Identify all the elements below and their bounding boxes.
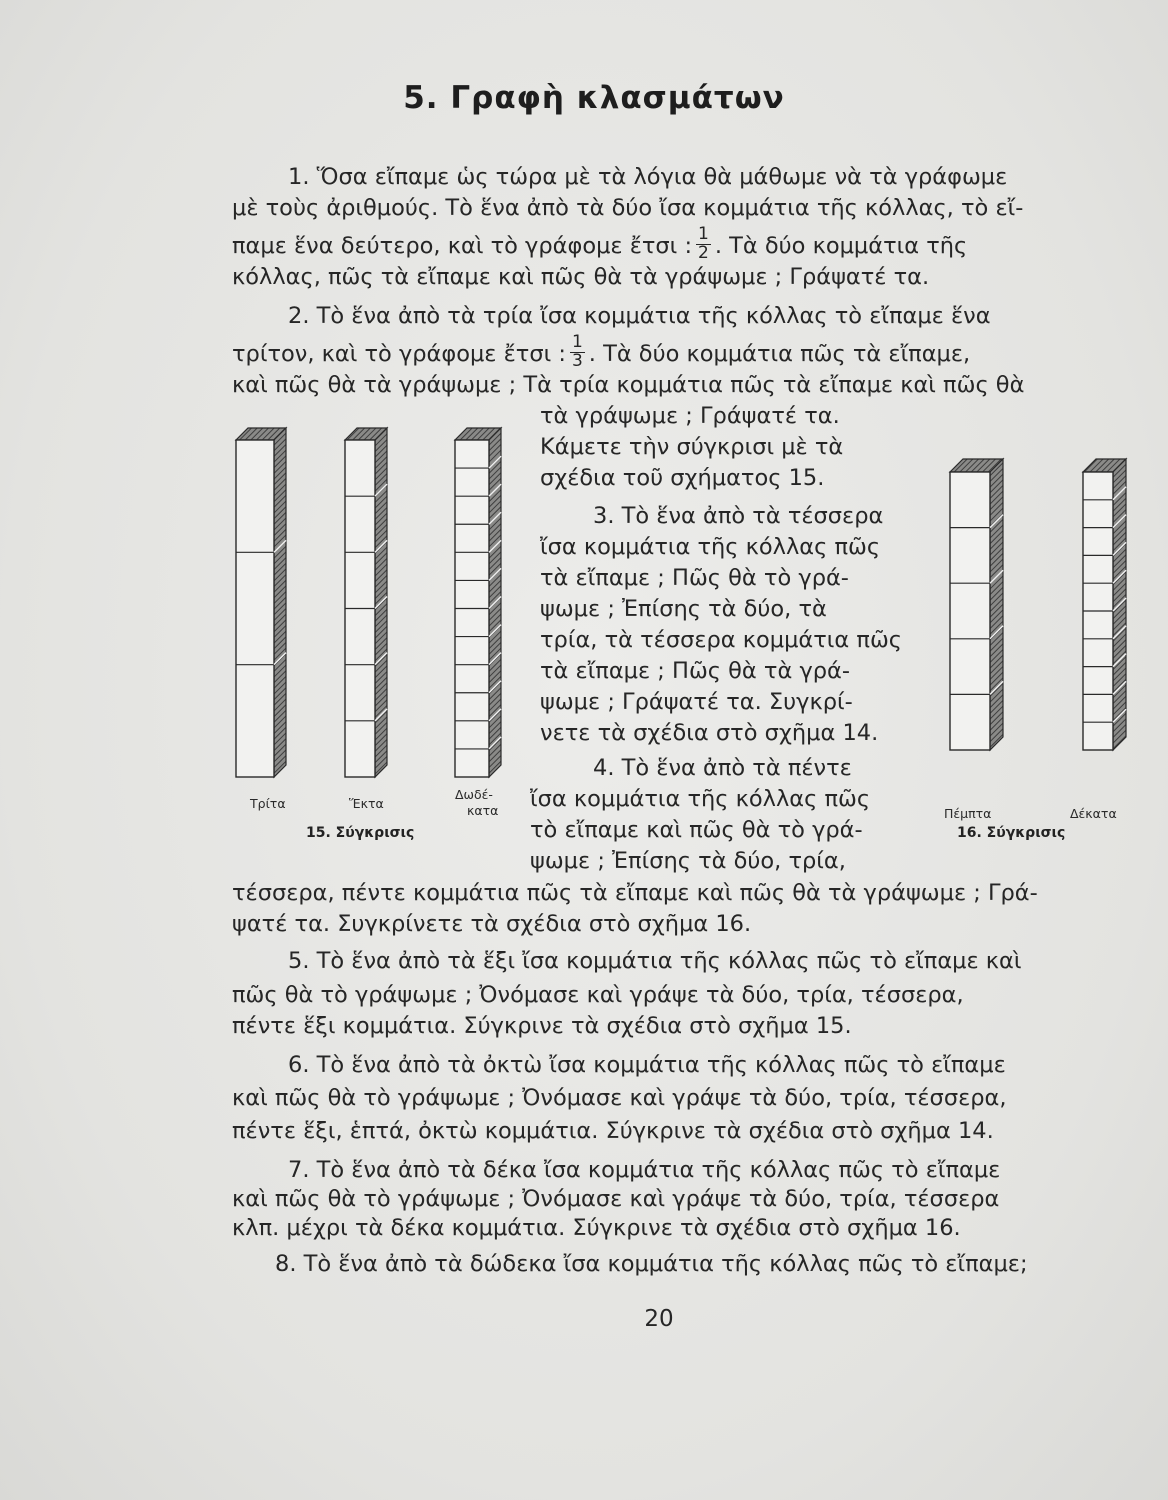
- figure-16-label-fifths: Πέμπτα: [944, 806, 992, 821]
- figure-15-bar-2: [345, 428, 387, 777]
- bar-side-face: [274, 428, 286, 777]
- figure-15-label-twelfths-1: Δωδέ-: [455, 787, 493, 802]
- text-line: τὸ εἴπαμε καὶ πῶς θὰ τὸ γρά-: [530, 817, 863, 843]
- figure-16-bar-2: [1083, 459, 1126, 750]
- text-line: πέντε ἕξι κομμάτια. Σύγκρινε τὰ σχέδια στὸ σχῆμα 15.: [232, 1013, 852, 1039]
- section-title: 5. Γραφὴ κλασμάτων: [403, 80, 785, 116]
- page-number: 20: [644, 1306, 674, 1332]
- figure-15-bar-1: [236, 428, 286, 777]
- text-line: 7. Τὸ ἕνα ἀπὸ τὰ δέκα ἴσα κομμάτια τῆς κόλλας πῶς τὸ εἴπαμε: [288, 1157, 1001, 1183]
- text-line: τὰ εἴπαμε ; Πῶς θὰ τὰ γρά-: [540, 658, 850, 684]
- fraction-denominator: 3: [571, 350, 583, 371]
- text-line: ψωμε ; Ἐπίσης τὰ δύο, τρία,: [530, 848, 846, 874]
- text-line: 5. Τὸ ἕνα ἀπὸ τὰ ἕξι ἴσα κομμάτια τῆς κόλλας πῶς τὸ εἴπαμε καὶ: [288, 948, 1022, 974]
- bar-front-face: [950, 472, 990, 750]
- figure-15-label-twelfths-2: κατα: [467, 803, 499, 818]
- text-line: μὲ τοὺς ἀριθμούς. Τὸ ἕνα ἀπὸ τὰ δύο ἴσα κομμάτια τῆς κόλλας, τὸ εἴ-: [232, 195, 1024, 221]
- text-line: κλπ. μέχρι τὰ δέκα κομμάτια. Σύγκρινε τὰ σχέδια στὸ σχῆμα 16.: [232, 1215, 961, 1241]
- text-line: κόλλας, πῶς τὰ εἴπαμε καὶ πῶς θὰ τὰ γράψωμε ; Γράψατέ τα.: [232, 264, 930, 290]
- text-line: ἴσα κομμάτια τῆς κόλλας πῶς: [530, 786, 871, 812]
- text-line: πῶς θὰ τὸ γράψωμε ; Ὀνόμασε καὶ γράψε τὰ δύο, τρία, τέσσερα,: [232, 982, 964, 1008]
- text-line: πέντε ἕξι, ἑπτά, ὀκτὼ κομμάτια. Σύγκρινε τὰ σχέδια στὸ σχῆμα 14.: [232, 1118, 994, 1144]
- figure-15-label-thirds: Τρίτα: [250, 796, 286, 811]
- figure-16-label-tenths: Δέκατα: [1070, 806, 1117, 821]
- text-segment: τρίτον, καὶ τὸ γράφομε ἔτσι :: [232, 340, 566, 367]
- fraction-numerator: 1: [698, 224, 709, 244]
- figure-16-caption: 16. Σύγκρισις: [957, 825, 1066, 841]
- figure-16-bar-1: [950, 459, 1003, 750]
- bar-side-face: [990, 459, 1003, 750]
- text-line: ψωμε ; Γράψατέ τα. Συγκρί-: [540, 689, 853, 715]
- text-line: καὶ πῶς θὰ τὸ γράψωμε ; Ὀνόμασε καὶ γράψε τὰ δύο, τρία, τέσσερα,: [232, 1085, 1007, 1111]
- text-line: 1. Ὅσα εἴπαμε ὡς τώρα μὲ τὰ λόγια θὰ μάθωμε νὰ τὰ γράφωμε: [288, 164, 1008, 190]
- text-segment: . Τὰ δύο κομμάτια πῶς τὰ εἴπαμε,: [588, 340, 971, 367]
- text-segment: . Τὰ δύο κομμάτια τῆς: [714, 232, 968, 259]
- bar-front-face: [236, 440, 274, 777]
- text-line: 2. Τὸ ἕνα ἀπὸ τὰ τρία ἴσα κομμάτια τῆς κόλλας τὸ εἴπαμε ἕνα: [288, 303, 991, 329]
- text-line: καὶ πῶς θὰ τὸ γράψωμε ; Ὀνόμασε καὶ γράψε τὰ δύο, τρία, τέσσερα: [232, 1186, 1000, 1212]
- fraction-denominator: 2: [698, 242, 709, 263]
- text-line: τὰ γράψωμε ; Γράψατέ τα.: [540, 403, 840, 429]
- text-line: σχέδια τοῦ σχήματος 15.: [540, 465, 825, 491]
- figure-15-label-sixths: Ἕκτα: [349, 796, 384, 811]
- figure-15-bar-3: [455, 428, 501, 777]
- fraction-numerator: 1: [571, 332, 583, 352]
- text-line: νετε τὰ σχέδια στὸ σχῆμα 14.: [540, 720, 879, 746]
- text-line: τὰ εἴπαμε ; Πῶς θὰ τὸ γρά-: [540, 565, 849, 591]
- text-line: Κάμετε τὴν σύγκρισι μὲ τὰ: [540, 434, 844, 460]
- text-segment: παμε ἕνα δεύτερο, καὶ τὸ γράφομε ἔτσι :: [232, 232, 693, 259]
- text-line: 6. Τὸ ἕνα ἀπὸ τὰ ὀκτὼ ἴσα κομμάτια τῆς κόλλας πῶς τὸ εἴπαμε: [288, 1052, 1006, 1078]
- text-line: τέσσερα, πέντε κομμάτια πῶς τὰ εἴπαμε καὶ πῶς θὰ τὰ γράψωμε ; Γρά-: [232, 880, 1038, 906]
- text-line: 3. Τὸ ἕνα ἀπὸ τὰ τέσσερα: [593, 503, 884, 529]
- text-line: καὶ πῶς θὰ τὰ γράψωμε ; Τὰ τρία κομμάτια πῶς τὰ εἴπαμε καὶ πῶς θὰ: [232, 372, 1025, 398]
- text-line: τρία, τὰ τέσσερα κομμάτια πῶς: [540, 627, 902, 653]
- figure-15-caption: 15. Σύγκρισις: [306, 825, 415, 841]
- text-line: ψατέ τα. Συγκρίνετε τὰ σχέδια στὸ σχῆμα 16.: [232, 911, 752, 937]
- text-line: 8. Τὸ ἕνα ἀπὸ τὰ δώδεκα ἴσα κομμάτια τῆς κόλλας πῶς τὸ εἴπαμε;: [275, 1251, 1028, 1277]
- figure-15-bars: [236, 428, 501, 777]
- text-line: ψωμε ; Ἐπίσης τὰ δύο, τὰ: [540, 596, 827, 622]
- text-line: ἴσα κομμάτια τῆς κόλλας πῶς: [540, 534, 881, 560]
- figure-16-bars: [950, 459, 1126, 750]
- text-line: 4. Τὸ ἕνα ἀπὸ τὰ πέντε: [593, 755, 852, 781]
